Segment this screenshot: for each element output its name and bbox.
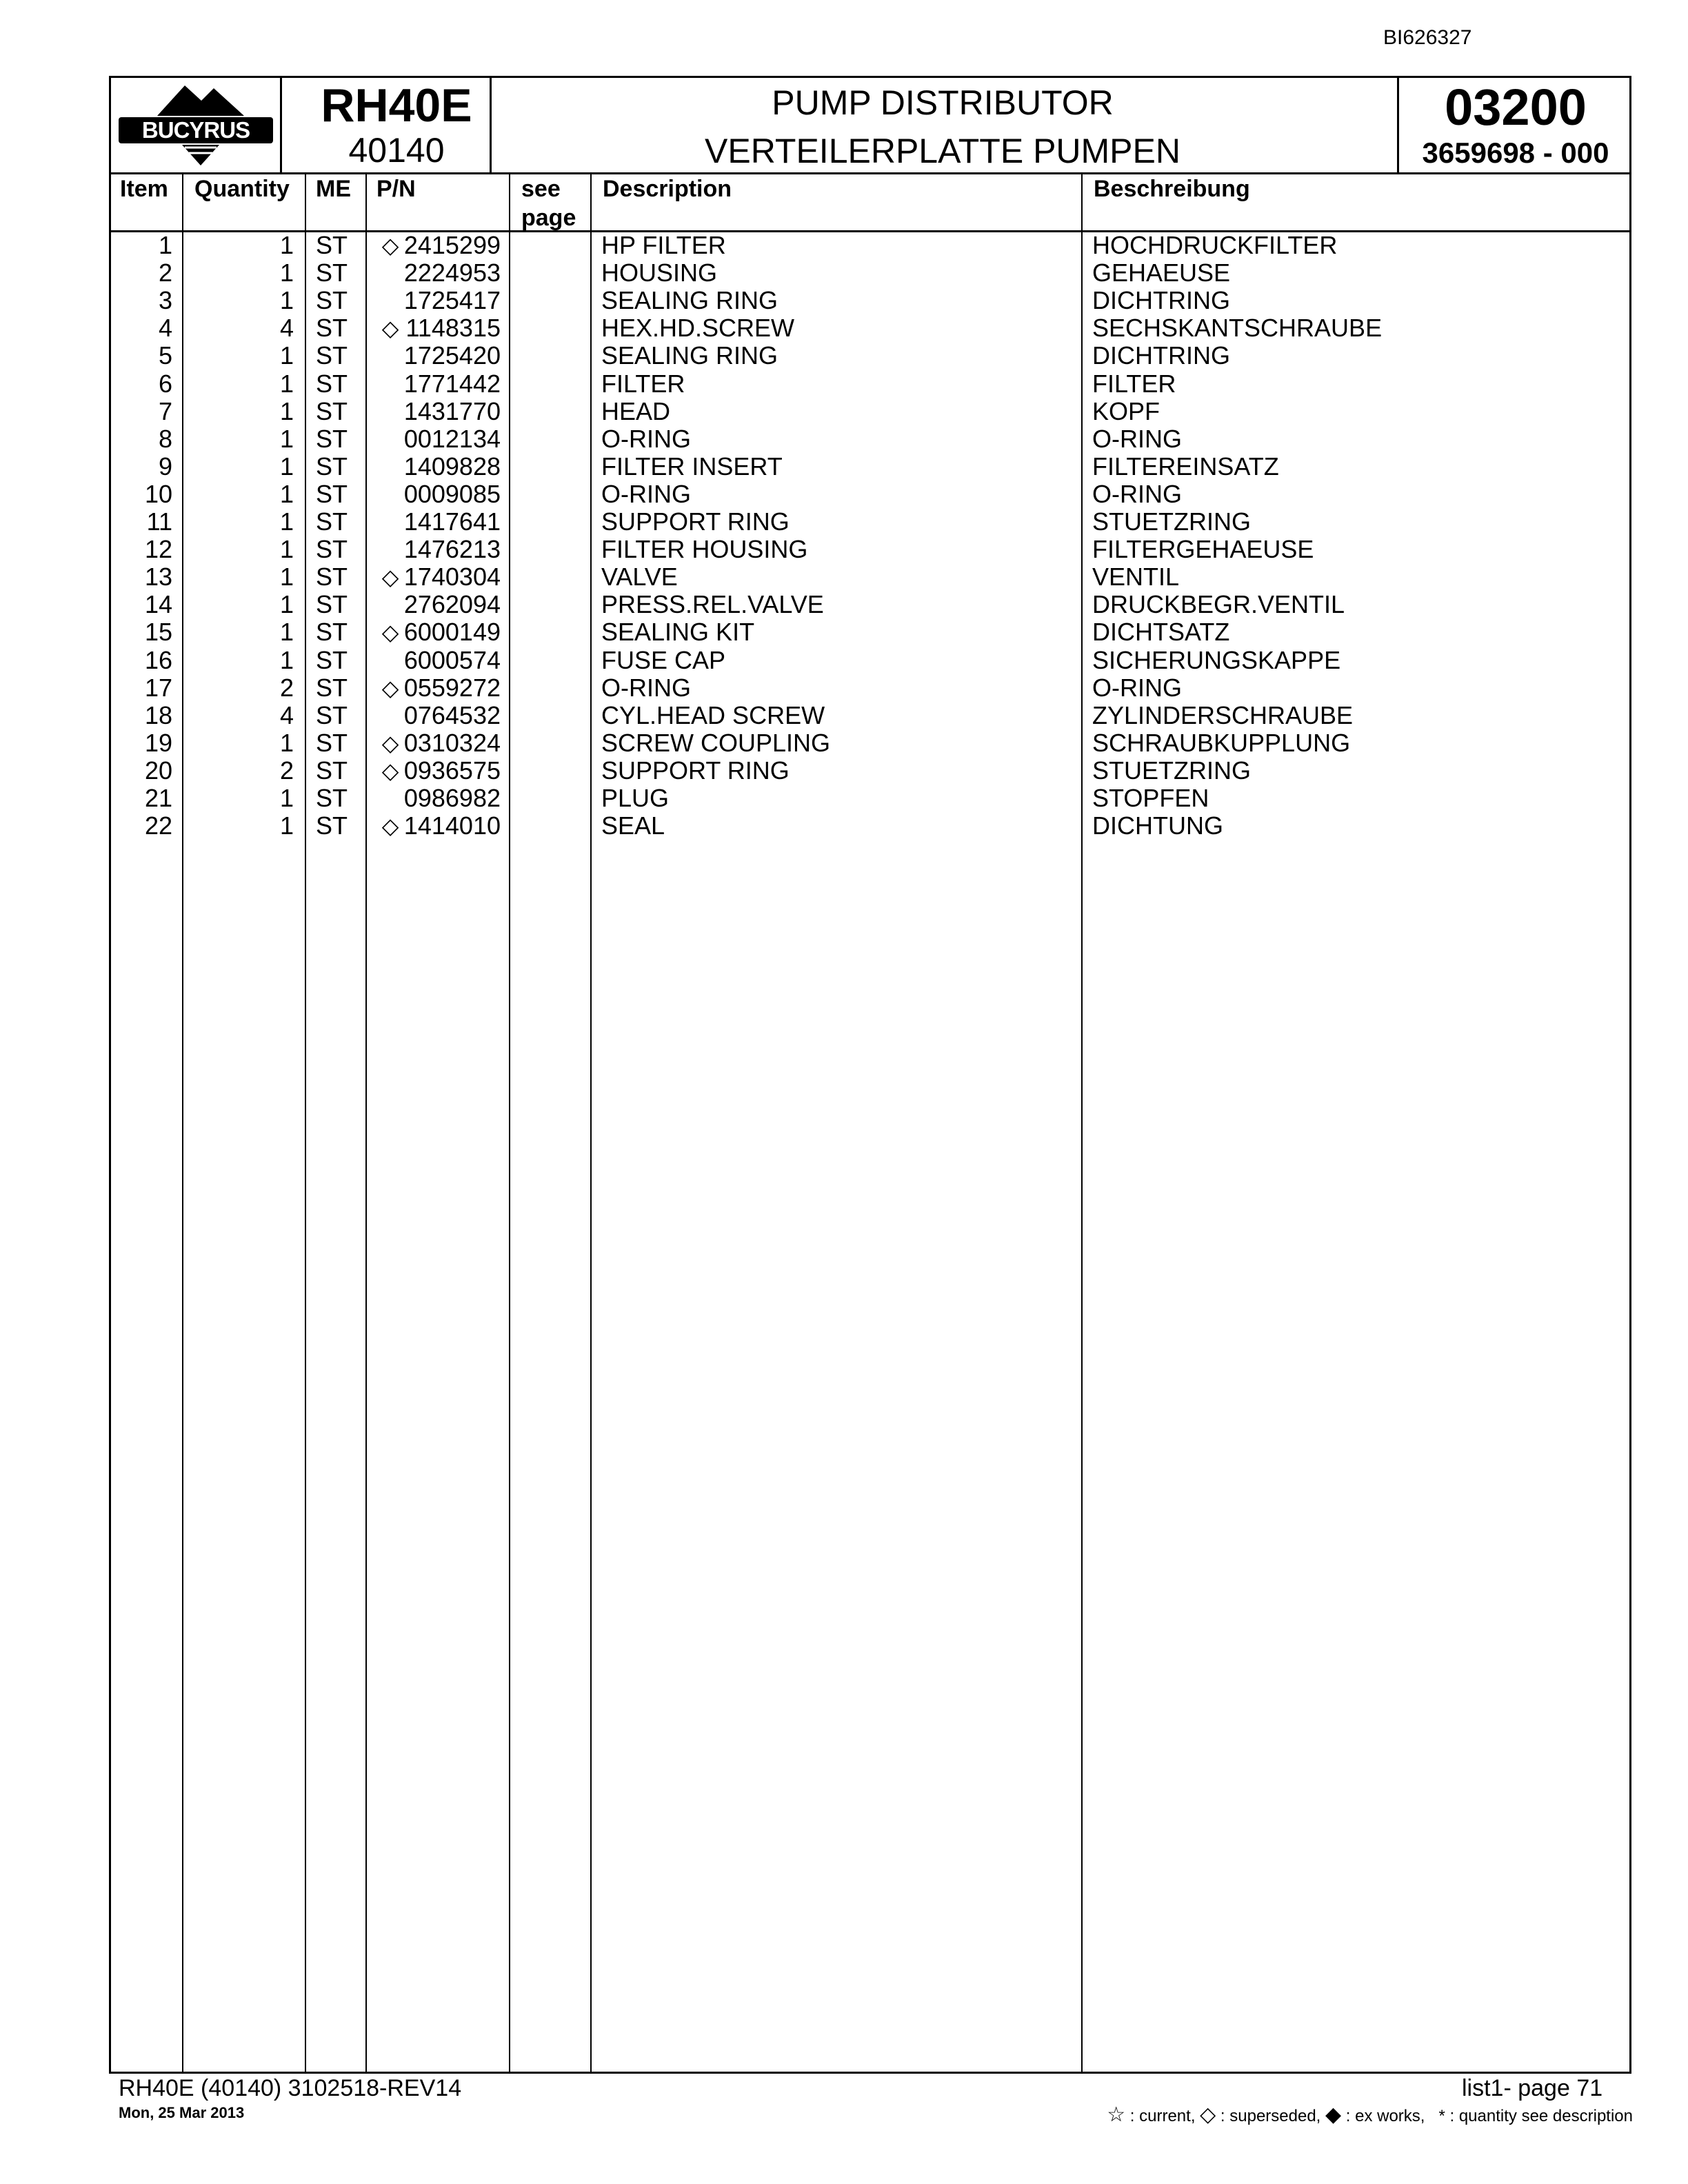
row-unit: ST xyxy=(316,756,348,785)
superseded-diamond-icon: ◇ xyxy=(381,316,399,341)
row-item-number: 3 xyxy=(158,286,172,315)
row-quantity: 1 xyxy=(279,341,294,370)
table-row xyxy=(0,398,1688,425)
group-part-number: 3659698 - 000 xyxy=(1422,136,1609,169)
row-quantity: 2 xyxy=(279,673,294,702)
row-quantity: 1 xyxy=(279,231,294,259)
row-quantity: 1 xyxy=(279,396,294,425)
footer-page-number: list1- page 71 xyxy=(1462,2075,1603,2101)
title-divider xyxy=(1397,76,1399,172)
row-beschreibung: SICHERUNGSKAPPE xyxy=(1092,645,1341,674)
row-quantity: 1 xyxy=(279,479,294,508)
table-row xyxy=(0,370,1688,398)
row-unit: ST xyxy=(316,673,348,702)
table-row xyxy=(0,342,1688,370)
row-quantity: 1 xyxy=(279,728,294,757)
logo-divider xyxy=(280,76,282,172)
row-part-number: 1725420 xyxy=(403,341,501,370)
row-description: VALVE xyxy=(601,563,678,592)
superseded-diamond-icon: ◇ xyxy=(381,675,399,700)
legend-quantity: : quantity see description xyxy=(1449,2107,1633,2125)
row-beschreibung: FILTEREINSATZ xyxy=(1092,452,1279,481)
table-row xyxy=(0,287,1688,314)
superseded-diamond-icon: ◇ xyxy=(381,233,399,258)
row-part-number: 1414010 xyxy=(403,811,501,840)
row-quantity: 1 xyxy=(279,369,294,398)
row-unit: ST xyxy=(316,618,348,647)
column-header-description: Description xyxy=(603,176,732,202)
row-item-number: 16 xyxy=(144,645,172,674)
model-serial: 40140 xyxy=(348,131,445,170)
row-beschreibung: VENTIL xyxy=(1092,563,1180,592)
row-part-number: 1148315 xyxy=(405,314,501,343)
row-description: SEALING RING xyxy=(601,341,778,370)
row-unit: ST xyxy=(316,507,348,536)
header-bottom-rule xyxy=(109,172,1631,174)
diamond-filled-icon: ◆ xyxy=(1325,2103,1342,2126)
row-unit: ST xyxy=(316,563,348,592)
row-item-number: 22 xyxy=(144,811,172,840)
row-unit: ST xyxy=(316,369,348,398)
row-description: O-RING xyxy=(601,673,691,702)
row-unit: ST xyxy=(316,314,348,343)
table-row xyxy=(0,591,1688,618)
table-row xyxy=(0,674,1688,702)
row-part-number: 0936575 xyxy=(403,756,501,785)
row-beschreibung: FILTER xyxy=(1092,369,1176,398)
row-description: HEAD xyxy=(601,396,671,425)
row-item-number: 12 xyxy=(144,535,172,564)
row-unit: ST xyxy=(316,341,348,370)
row-description: FILTER xyxy=(601,369,685,398)
row-quantity: 1 xyxy=(279,784,294,812)
row-part-number: 1476213 xyxy=(403,535,501,564)
superseded-diamond-icon: ◇ xyxy=(381,758,399,783)
row-beschreibung: O-RING xyxy=(1092,673,1182,702)
row-quantity: 1 xyxy=(279,424,294,453)
row-unit: ST xyxy=(316,231,348,259)
row-item-number: 4 xyxy=(158,314,172,343)
model-number: RH40E xyxy=(321,79,472,132)
row-part-number: 0012134 xyxy=(403,424,501,453)
row-beschreibung: KOPF xyxy=(1092,396,1160,425)
column-header-page: page xyxy=(521,205,576,231)
row-part-number: 6000574 xyxy=(403,645,501,674)
row-item-number: 18 xyxy=(144,700,172,729)
row-beschreibung: SCHRAUBKUPPLUNG xyxy=(1092,728,1351,757)
bucyrus-logo xyxy=(116,80,276,170)
table-row xyxy=(0,757,1688,785)
row-item-number: 20 xyxy=(144,756,172,785)
row-quantity: 1 xyxy=(279,811,294,840)
legend-superseded: : superseded, xyxy=(1220,2107,1321,2125)
footer-date: Mon, 25 Mar 2013 xyxy=(119,2104,245,2121)
row-beschreibung: SECHSKANTSCHRAUBE xyxy=(1092,314,1383,343)
row-item-number: 8 xyxy=(158,424,172,453)
column-header-see: see xyxy=(521,176,561,202)
table-row xyxy=(0,481,1688,508)
star-icon: ☆ xyxy=(1107,2103,1126,2126)
table-row xyxy=(0,536,1688,563)
row-unit: ST xyxy=(316,784,348,812)
table-row xyxy=(0,508,1688,536)
table-row xyxy=(0,647,1688,674)
superseded-diamond-icon: ◇ xyxy=(381,565,399,590)
table-row xyxy=(0,563,1688,591)
row-beschreibung: STUETZRING xyxy=(1092,507,1251,536)
row-part-number: 0764532 xyxy=(403,700,501,729)
row-description: SEAL xyxy=(601,811,665,840)
table-row xyxy=(0,785,1688,812)
column-header-item: Item xyxy=(120,176,168,202)
row-quantity: 1 xyxy=(279,535,294,564)
row-unit: ST xyxy=(316,728,348,757)
row-unit: ST xyxy=(316,535,348,564)
row-unit: ST xyxy=(316,424,348,453)
superseded-diamond-icon: ◇ xyxy=(381,730,399,756)
row-description: SCREW COUPLING xyxy=(601,728,831,757)
row-quantity: 1 xyxy=(279,563,294,592)
table-row xyxy=(0,618,1688,646)
footer-document-reference: RH40E (40140) 3102518-REV14 xyxy=(119,2075,462,2101)
row-beschreibung: O-RING xyxy=(1092,424,1182,453)
legend-current: : current, xyxy=(1129,2107,1196,2125)
row-quantity: 1 xyxy=(279,286,294,315)
row-quantity: 1 xyxy=(279,259,294,287)
table-row xyxy=(0,425,1688,453)
row-beschreibung: FILTERGEHAEUSE xyxy=(1092,535,1314,564)
row-part-number: 0986982 xyxy=(403,784,501,812)
row-beschreibung: GEHAEUSE xyxy=(1092,259,1231,287)
column-header-quantity: Quantity xyxy=(194,176,290,202)
row-part-number: 1771442 xyxy=(403,369,501,398)
row-beschreibung: DRUCKBEGR.VENTIL xyxy=(1092,590,1345,619)
row-part-number: 2415299 xyxy=(403,231,501,259)
row-description: HP FILTER xyxy=(601,231,726,259)
row-quantity: 4 xyxy=(279,314,294,343)
row-unit: ST xyxy=(316,396,348,425)
superseded-diamond-icon: ◇ xyxy=(381,813,399,839)
page-title-german: VERTEILERPLATTE PUMPEN xyxy=(705,132,1180,170)
row-item-number: 2 xyxy=(158,259,172,287)
row-item-number: 9 xyxy=(158,452,172,481)
row-item-number: 15 xyxy=(144,618,172,647)
symbol-legend xyxy=(1069,2103,1633,2127)
row-part-number: 2224953 xyxy=(403,259,501,287)
table-row xyxy=(0,453,1688,481)
row-description: SEALING RING xyxy=(601,286,778,315)
row-description: SEALING KIT xyxy=(601,618,755,647)
row-quantity: 1 xyxy=(279,590,294,619)
row-part-number: 0559272 xyxy=(403,673,501,702)
row-unit: ST xyxy=(316,259,348,287)
row-description: PRESS.REL.VALVE xyxy=(601,590,824,619)
row-beschreibung: DICHTUNG xyxy=(1092,811,1223,840)
column-header-pn: P/N xyxy=(376,176,416,202)
column-header-me: ME xyxy=(316,176,351,202)
row-unit: ST xyxy=(316,590,348,619)
table-row xyxy=(0,702,1688,729)
row-unit: ST xyxy=(316,645,348,674)
row-item-number: 7 xyxy=(158,396,172,425)
row-description: FILTER HOUSING xyxy=(601,535,808,564)
row-beschreibung: ZYLINDERSCHRAUBE xyxy=(1092,700,1354,729)
row-beschreibung: DICHTRING xyxy=(1092,341,1230,370)
row-part-number: 1725417 xyxy=(403,286,501,315)
row-part-number: 1409828 xyxy=(403,452,501,481)
table-row xyxy=(0,812,1688,840)
row-beschreibung: STOPFEN xyxy=(1092,784,1209,812)
row-part-number: 6000149 xyxy=(403,618,501,647)
superseded-diamond-icon: ◇ xyxy=(381,620,399,645)
page-title-english: PUMP DISTRIBUTOR xyxy=(772,83,1114,122)
row-item-number: 10 xyxy=(144,479,172,508)
row-item-number: 5 xyxy=(158,341,172,370)
row-unit: ST xyxy=(316,286,348,315)
table-row xyxy=(0,232,1688,259)
group-number: 03200 xyxy=(1445,79,1587,136)
row-item-number: 11 xyxy=(146,507,172,536)
row-unit: ST xyxy=(316,700,348,729)
table-row xyxy=(0,259,1688,287)
row-quantity: 1 xyxy=(279,452,294,481)
row-part-number: 0310324 xyxy=(403,728,501,757)
row-beschreibung: DICHTRING xyxy=(1092,286,1230,315)
row-part-number: 0009085 xyxy=(403,479,501,508)
row-description: PLUG xyxy=(601,784,670,812)
row-description: O-RING xyxy=(601,424,691,453)
row-quantity: 1 xyxy=(279,618,294,647)
row-item-number: 6 xyxy=(158,369,172,398)
legend-ex-works: : ex works, xyxy=(1345,2107,1425,2125)
row-description: HEX.HD.SCREW xyxy=(601,314,795,343)
row-item-number: 14 xyxy=(144,590,172,619)
row-quantity: 2 xyxy=(279,756,294,785)
row-description: SUPPORT RING xyxy=(601,507,790,536)
row-description: O-RING xyxy=(601,479,691,508)
asterisk-icon: * xyxy=(1438,2107,1445,2125)
row-beschreibung: O-RING xyxy=(1092,479,1182,508)
table-row xyxy=(0,729,1688,757)
svg-text:BUCYRUS: BUCYRUS xyxy=(141,117,250,143)
row-description: SUPPORT RING xyxy=(601,756,790,785)
row-item-number: 21 xyxy=(144,784,172,812)
row-quantity: 1 xyxy=(279,507,294,536)
document-id: BI626327 xyxy=(1383,26,1472,49)
row-item-number: 1 xyxy=(158,231,172,259)
row-item-number: 19 xyxy=(144,728,172,757)
row-quantity: 1 xyxy=(279,645,294,674)
table-row xyxy=(0,314,1688,342)
row-beschreibung: STUETZRING xyxy=(1092,756,1251,785)
row-part-number: 2762094 xyxy=(403,590,501,619)
row-beschreibung: DICHTSATZ xyxy=(1092,618,1230,647)
row-part-number: 1740304 xyxy=(403,563,501,592)
row-description: HOUSING xyxy=(601,259,718,287)
row-item-number: 17 xyxy=(144,673,172,702)
row-unit: ST xyxy=(316,479,348,508)
row-quantity: 4 xyxy=(279,700,294,729)
row-unit: ST xyxy=(316,452,348,481)
row-beschreibung: HOCHDRUCKFILTER xyxy=(1092,231,1338,259)
row-description: CYL.HEAD SCREW xyxy=(601,700,825,729)
row-part-number: 1417641 xyxy=(403,507,501,536)
column-header-beschreibung: Beschreibung xyxy=(1094,176,1250,202)
row-description: FUSE CAP xyxy=(601,645,726,674)
row-part-number: 1431770 xyxy=(403,396,501,425)
row-description: FILTER INSERT xyxy=(601,452,783,481)
row-item-number: 13 xyxy=(144,563,172,592)
row-unit: ST xyxy=(316,811,348,840)
diamond-outline-icon: ◇ xyxy=(1200,2103,1216,2126)
